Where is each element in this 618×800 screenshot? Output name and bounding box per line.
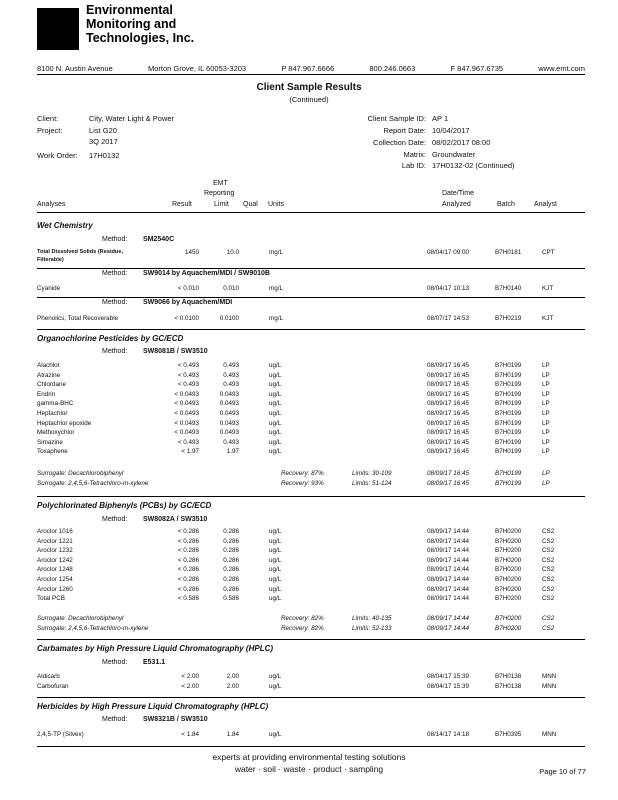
cell-result: < 0.493	[177, 371, 199, 379]
cell-batch: B7H0200	[495, 547, 522, 555]
result-row-cyanide: Cyanide < 0.010 0.010 mg/L 08/04/17 10:13 B7H0140 KJT	[37, 285, 554, 292]
cell-limits: Limits: 51-124	[352, 480, 392, 487]
cell-analyte: Aroclor 1248	[37, 566, 73, 574]
cell-limit: 0.286	[223, 537, 239, 545]
result-row-phenolics: Phenolics, Total Recoverable < 0.0100 0.0100 mg/L 08/07/17 14:53 B7H0219 KJT	[37, 315, 554, 322]
result-row-tds: Total Dissolved Solids (Residue, 1450 10.0 mg/L 08/04/17 09:00 B7H0181 CPT	[37, 249, 555, 256]
cell-batch: B7H0200	[495, 615, 522, 622]
cell-analyte: Chlordane	[37, 381, 67, 389]
cell-limits: Limits: 40-135	[352, 615, 392, 622]
result-row	[37, 595, 585, 604]
cell-batch: B7H0199	[495, 381, 522, 389]
cell-limits: Limits: 52-133	[352, 625, 392, 632]
cell-analyst: LP	[542, 448, 550, 456]
col-analyses: Analyses	[37, 201, 66, 208]
cell-result: < 0.586	[177, 595, 199, 603]
cell-batch: B7H0199	[495, 470, 522, 477]
cell-analyst: LP	[542, 480, 550, 487]
matrix-value: Groundwater	[432, 150, 476, 159]
result-row	[37, 400, 585, 409]
workorder-value: 17H0132	[89, 151, 120, 160]
cell-batch: B7H0199	[495, 419, 522, 427]
report-title: Client Sample Results	[256, 82, 362, 93]
cell-limit: 0.0493	[219, 400, 239, 408]
result-row	[37, 381, 585, 390]
cell-date: 08/09/17 14:44	[427, 625, 470, 632]
cell-recovery: Recovery: 82%	[281, 625, 324, 632]
cell-batch: B7H0200	[495, 585, 522, 593]
col-units: Units	[268, 201, 284, 208]
result-row	[37, 410, 585, 419]
cell-date: 08/09/17 16:45	[427, 362, 470, 369]
cell-batch: B7H0200	[495, 595, 522, 603]
cell-units: ug/L	[269, 673, 282, 680]
cell-recovery: Recovery: 82%	[281, 615, 324, 622]
cell-analyst: CS2	[542, 556, 555, 564]
col-limit: Limit	[214, 201, 229, 208]
cell-units: ug/L	[269, 595, 282, 603]
cell-result: < 1.84	[181, 731, 199, 738]
cell-date: 08/09/17 16:45	[427, 390, 470, 398]
result-row	[37, 391, 585, 400]
cell-batch: B7H0138	[495, 673, 522, 680]
section-pcbs: Polychlorinated Biphenyls (PCBs) by GC/ECD	[37, 501, 212, 510]
cell-analyte: Surrogate: Decachlorobiphenyl	[37, 615, 124, 622]
report-subtitle: (Continued)	[289, 95, 329, 104]
cell-result: < 0.286	[177, 566, 199, 574]
section-divider	[37, 697, 585, 698]
result-row	[37, 372, 585, 381]
cell-limit: 0.286	[223, 528, 239, 535]
cell-analyte: Aroclor 1260	[37, 585, 73, 593]
cell-limit: 0.0493	[219, 429, 239, 437]
cell-batch: B7H0395	[495, 731, 522, 738]
report-date-label: Report Date:	[383, 126, 426, 135]
cell-date: 08/09/17 16:45	[427, 410, 470, 417]
cell-limit: 0.0493	[219, 390, 239, 398]
result-row	[37, 731, 585, 740]
surrogate-row	[37, 470, 585, 479]
cell-limit: 0.286	[223, 585, 239, 593]
cell-result: < 0.0493	[174, 390, 199, 398]
cell-batch: B7H0200	[495, 556, 522, 564]
col-result: Result	[172, 201, 192, 208]
cell-analyst: MNN	[542, 731, 557, 738]
sample-id-value: AP 1	[432, 114, 449, 123]
cell-date: 08/09/17 16:45	[427, 381, 470, 389]
result-row	[37, 538, 585, 547]
cell-limits: Limits: 30-109	[352, 470, 392, 477]
cell-result: < 0.493	[177, 438, 199, 446]
surrogate-row	[37, 625, 585, 634]
column-header-divider	[37, 212, 585, 213]
company-logo	[37, 8, 79, 50]
cell-units: ug/L	[269, 429, 282, 437]
cell-batch: B7H0199	[495, 429, 522, 437]
cell-analyst: CS2	[542, 566, 555, 574]
cell-units: ug/L	[269, 731, 282, 738]
cell-result: < 2.00	[181, 683, 199, 690]
cell-limit: 0.286	[223, 547, 239, 555]
cell-units: ug/L	[269, 566, 282, 574]
client-value: City, Water Light & Power	[89, 114, 175, 123]
cell-analyte: Aroclor 1221	[37, 537, 73, 545]
cell-result: < 0.286	[177, 537, 199, 545]
result-row-tds-cont: Filterable)	[37, 257, 64, 263]
cell-units: ug/L	[269, 410, 282, 417]
cell-result: < 0.0493	[174, 410, 199, 417]
cell-analyte: Heptachlor epoxide	[37, 419, 92, 427]
project-value: List G20	[89, 126, 117, 135]
cell-result: < 0.286	[177, 556, 199, 564]
project-label: Project:	[37, 126, 63, 135]
section-carbamates: Carbamates by High Pressure Liquid Chromatography (HPLC)	[37, 644, 274, 653]
cell-date: 08/09/17 14:44	[427, 556, 470, 564]
cell-analyst: CS2	[542, 625, 555, 632]
cell-analyte: Aroclor 1254	[37, 576, 73, 583]
cell-analyte: Heptachlor	[37, 410, 68, 417]
cell-batch: B7H0138	[495, 683, 522, 690]
cell-limit: 0.493	[223, 381, 239, 389]
cell-units: ug/L	[269, 576, 282, 583]
cell-result: < 0.0493	[174, 419, 199, 427]
cell-limit: 0.0493	[219, 410, 239, 417]
cell-result: < 0.286	[177, 576, 199, 583]
client-label: Client:	[37, 114, 59, 123]
result-row	[37, 566, 585, 575]
surrogate-row	[37, 615, 585, 624]
cell-analyte: Aroclor 1232	[37, 547, 73, 555]
cell-date: 08/09/17 14:44	[427, 566, 470, 574]
col-reporting: Reporting	[204, 190, 235, 197]
section-herbicides: Herbicides by High Pressure Liquid Chromatography (HPLC)	[37, 702, 269, 711]
cell-analyte: Atrazine	[37, 371, 61, 379]
cell-date: 08/09/17 16:45	[427, 400, 470, 408]
cell-batch: B7H0199	[495, 371, 522, 379]
section-divider	[37, 639, 585, 640]
result-row	[37, 420, 585, 429]
footer-divider	[37, 746, 585, 747]
cell-recovery: Recovery: 87%	[281, 470, 324, 477]
result-row	[37, 528, 585, 537]
cell-analyst: LP	[542, 371, 550, 379]
cell-date: 08/09/17 14:44	[427, 595, 470, 603]
cell-batch: B7H0199	[495, 400, 522, 408]
cell-date: 08/04/17 15:39	[427, 683, 470, 690]
footer-tagline: experts at providing environmental testing solutions	[212, 752, 406, 762]
address-line: 8100 N. Austin Avenue Morton Grove, IL 60053-3203 P 847.967.6666 800.246.0663 F 847.967.6735 www.emt.com	[37, 64, 585, 73]
cell-date: 08/09/17 14:44	[427, 537, 470, 545]
cell-analyst: LP	[542, 362, 550, 369]
cell-date: 08/09/17 16:45	[427, 448, 470, 456]
cell-units: ug/L	[269, 438, 282, 446]
result-row	[37, 362, 585, 371]
cell-result: < 1.97	[181, 448, 199, 456]
cell-limit: 0.493	[223, 362, 239, 369]
cell-date: 08/09/17 14:44	[427, 576, 470, 583]
cell-units: ug/L	[269, 390, 282, 398]
col-datetime: Date/Time	[442, 190, 475, 197]
cell-analyst: CS2	[542, 585, 555, 593]
cell-batch: B7H0200	[495, 576, 522, 583]
cell-units: ug/L	[269, 400, 282, 408]
cell-analyst: LP	[542, 429, 550, 437]
cell-analyst: CS2	[542, 537, 555, 545]
col-qual: Qual	[243, 201, 258, 208]
result-row	[37, 557, 585, 566]
cell-analyst: LP	[542, 470, 550, 477]
cell-analyst: MNN	[542, 673, 557, 680]
cell-batch: B7H0200	[495, 566, 522, 574]
cell-analyst: CS2	[542, 595, 555, 603]
cell-analyst: CS2	[542, 615, 555, 622]
cell-limit: 0.286	[223, 556, 239, 564]
cell-analyst: CS2	[542, 547, 555, 555]
section-divider	[37, 496, 585, 497]
cell-analyte: Endrin	[37, 390, 56, 398]
result-row	[37, 586, 585, 595]
report-date-value: 10/04/2017	[432, 126, 470, 135]
col-batch: Batch	[497, 201, 515, 208]
cell-analyte: Total PCB	[37, 595, 65, 603]
method-divider	[37, 268, 585, 269]
cell-analyte: Aroclor 1242	[37, 556, 73, 564]
col-analyst: Analyst	[534, 201, 557, 208]
result-row	[37, 576, 585, 585]
cell-batch: B7H0200	[495, 537, 522, 545]
section-divider	[37, 329, 585, 330]
cell-analyte: Aroclor 1016	[37, 528, 73, 535]
cell-analyte: Methoxychlor	[37, 429, 75, 437]
lab-id-label: Lab ID:	[401, 161, 426, 170]
cell-limit: 0.586	[223, 595, 239, 603]
cell-analyte: Surrogate: 2,4,5,6-Tetrachloro-m-xylene	[37, 480, 149, 487]
page-number: Page 10 of 77	[539, 767, 586, 776]
cell-date: 08/09/17 14:44	[427, 615, 470, 622]
cell-result: < 0.286	[177, 547, 199, 555]
cell-units: ug/L	[269, 371, 282, 379]
result-row	[37, 448, 585, 457]
section-wet-chemistry: Wet Chemistry	[37, 221, 93, 230]
cell-recovery: Recovery: 93%	[281, 480, 324, 487]
result-row	[37, 673, 585, 682]
cell-date: 08/14/17 14:18	[427, 731, 470, 738]
cell-date: 08/04/17 15:39	[427, 673, 470, 680]
cell-batch: B7H0199	[495, 410, 522, 417]
cell-analyte: Surrogate: 2,4,5,6-Tetrachloro-m-xylene	[37, 625, 149, 632]
cell-analyst: MNN	[542, 683, 557, 690]
website-link[interactable]: www.emt.com	[538, 64, 585, 73]
footer-services: water · soil · waste · product · sampling	[234, 764, 384, 774]
cell-result: < 2.00	[181, 673, 199, 680]
cell-date: 08/09/17 14:44	[427, 528, 470, 535]
collection-date-label: Collection Date:	[373, 138, 426, 147]
cell-units: ug/L	[269, 381, 282, 389]
cell-units: ug/L	[269, 362, 282, 369]
col-analyzed: Analyzed	[442, 201, 471, 208]
cell-analyst: LP	[542, 438, 550, 446]
cell-batch: B7H0199	[495, 448, 522, 456]
cell-date: 08/09/17 16:45	[427, 419, 470, 427]
cell-units: ug/L	[269, 556, 282, 564]
lab-id-value: 17H0132-02 (Continued)	[432, 161, 515, 170]
cell-result: < 0.286	[177, 528, 199, 535]
cell-result: < 0.0493	[174, 400, 199, 408]
cell-limit: 0.0493	[219, 419, 239, 427]
cell-limit: 0.286	[223, 576, 239, 583]
cell-analyte: Simazine	[37, 438, 63, 446]
result-row	[37, 547, 585, 556]
collection-date-value: 08/02/2017 08:00	[432, 138, 491, 147]
section-pesticides: Organochlorine Pesticides by GC/ECD	[37, 334, 184, 343]
cell-limit: 0.493	[223, 371, 239, 379]
cell-units: ug/L	[269, 547, 282, 555]
cell-analyst: LP	[542, 381, 550, 389]
cell-analyte: Carbofuran	[37, 683, 69, 690]
cell-batch: B7H0200	[495, 625, 522, 632]
cell-units: ug/L	[269, 448, 282, 456]
cell-date: 08/09/17 16:45	[427, 371, 470, 379]
cell-units: ug/L	[269, 537, 282, 545]
cell-date: 08/09/17 14:44	[427, 547, 470, 555]
cell-units: ug/L	[269, 528, 282, 535]
cell-date: 08/09/17 16:45	[427, 480, 470, 487]
project-value-2: 3Q 2017	[89, 137, 118, 146]
header-divider	[37, 74, 585, 75]
cell-result: < 0.493	[177, 362, 199, 369]
cell-analyte: 2,4,5-TP (Silvex)	[37, 731, 84, 738]
cell-date: 08/09/17 14:44	[427, 585, 470, 593]
col-emt: EMT	[213, 180, 228, 187]
cell-batch: B7H0199	[495, 362, 522, 369]
cell-batch: B7H0199	[495, 438, 522, 446]
cell-limit: 1.97	[226, 448, 239, 456]
cell-limit: 2.00	[226, 683, 239, 690]
cell-units: ug/L	[269, 683, 282, 690]
result-row	[37, 429, 585, 438]
cell-limit: 0.286	[223, 566, 239, 574]
cell-batch: B7H0199	[495, 390, 522, 398]
matrix-label: Matrix:	[403, 150, 426, 159]
cell-result: < 0.286	[177, 585, 199, 593]
cell-analyst: LP	[542, 390, 550, 398]
cell-limit: 2.00	[226, 673, 239, 680]
method-divider	[37, 297, 585, 298]
cell-date: 08/09/17 16:45	[427, 470, 470, 477]
cell-analyte: Alachlor	[37, 362, 60, 369]
result-row	[37, 683, 585, 692]
cell-analyte: Toxaphene	[37, 448, 68, 456]
cell-units: ug/L	[269, 585, 282, 593]
cell-batch: B7H0200	[495, 528, 522, 535]
cell-analyst: CS2	[542, 576, 555, 583]
cell-result: < 0.0493	[174, 429, 199, 437]
surrogate-row	[37, 480, 585, 489]
cell-result: < 0.493	[177, 381, 199, 389]
cell-analyst: LP	[542, 419, 550, 427]
cell-analyte: gamma-BHC	[37, 400, 74, 408]
cell-date: 08/09/17 16:45	[427, 429, 470, 437]
cell-units: ug/L	[269, 419, 282, 427]
cell-limit: 1.84	[226, 731, 239, 738]
cell-analyst: CS2	[542, 528, 555, 535]
result-row	[37, 439, 585, 448]
cell-analyst: LP	[542, 400, 550, 408]
cell-analyte: Aldicarb	[37, 673, 60, 680]
workorder-label: Work Order:	[37, 151, 78, 160]
sample-id-label: Client Sample ID:	[367, 114, 426, 123]
cell-limit: 0.493	[223, 438, 239, 446]
cell-analyst: LP	[542, 410, 550, 417]
cell-date: 08/09/17 16:45	[427, 438, 470, 446]
cell-analyte: Surrogate: Decachlorobiphenyl	[37, 470, 124, 477]
company-name: Environmental Monitoring and Technologies, Inc.	[86, 3, 195, 45]
cell-batch: B7H0199	[495, 480, 522, 487]
